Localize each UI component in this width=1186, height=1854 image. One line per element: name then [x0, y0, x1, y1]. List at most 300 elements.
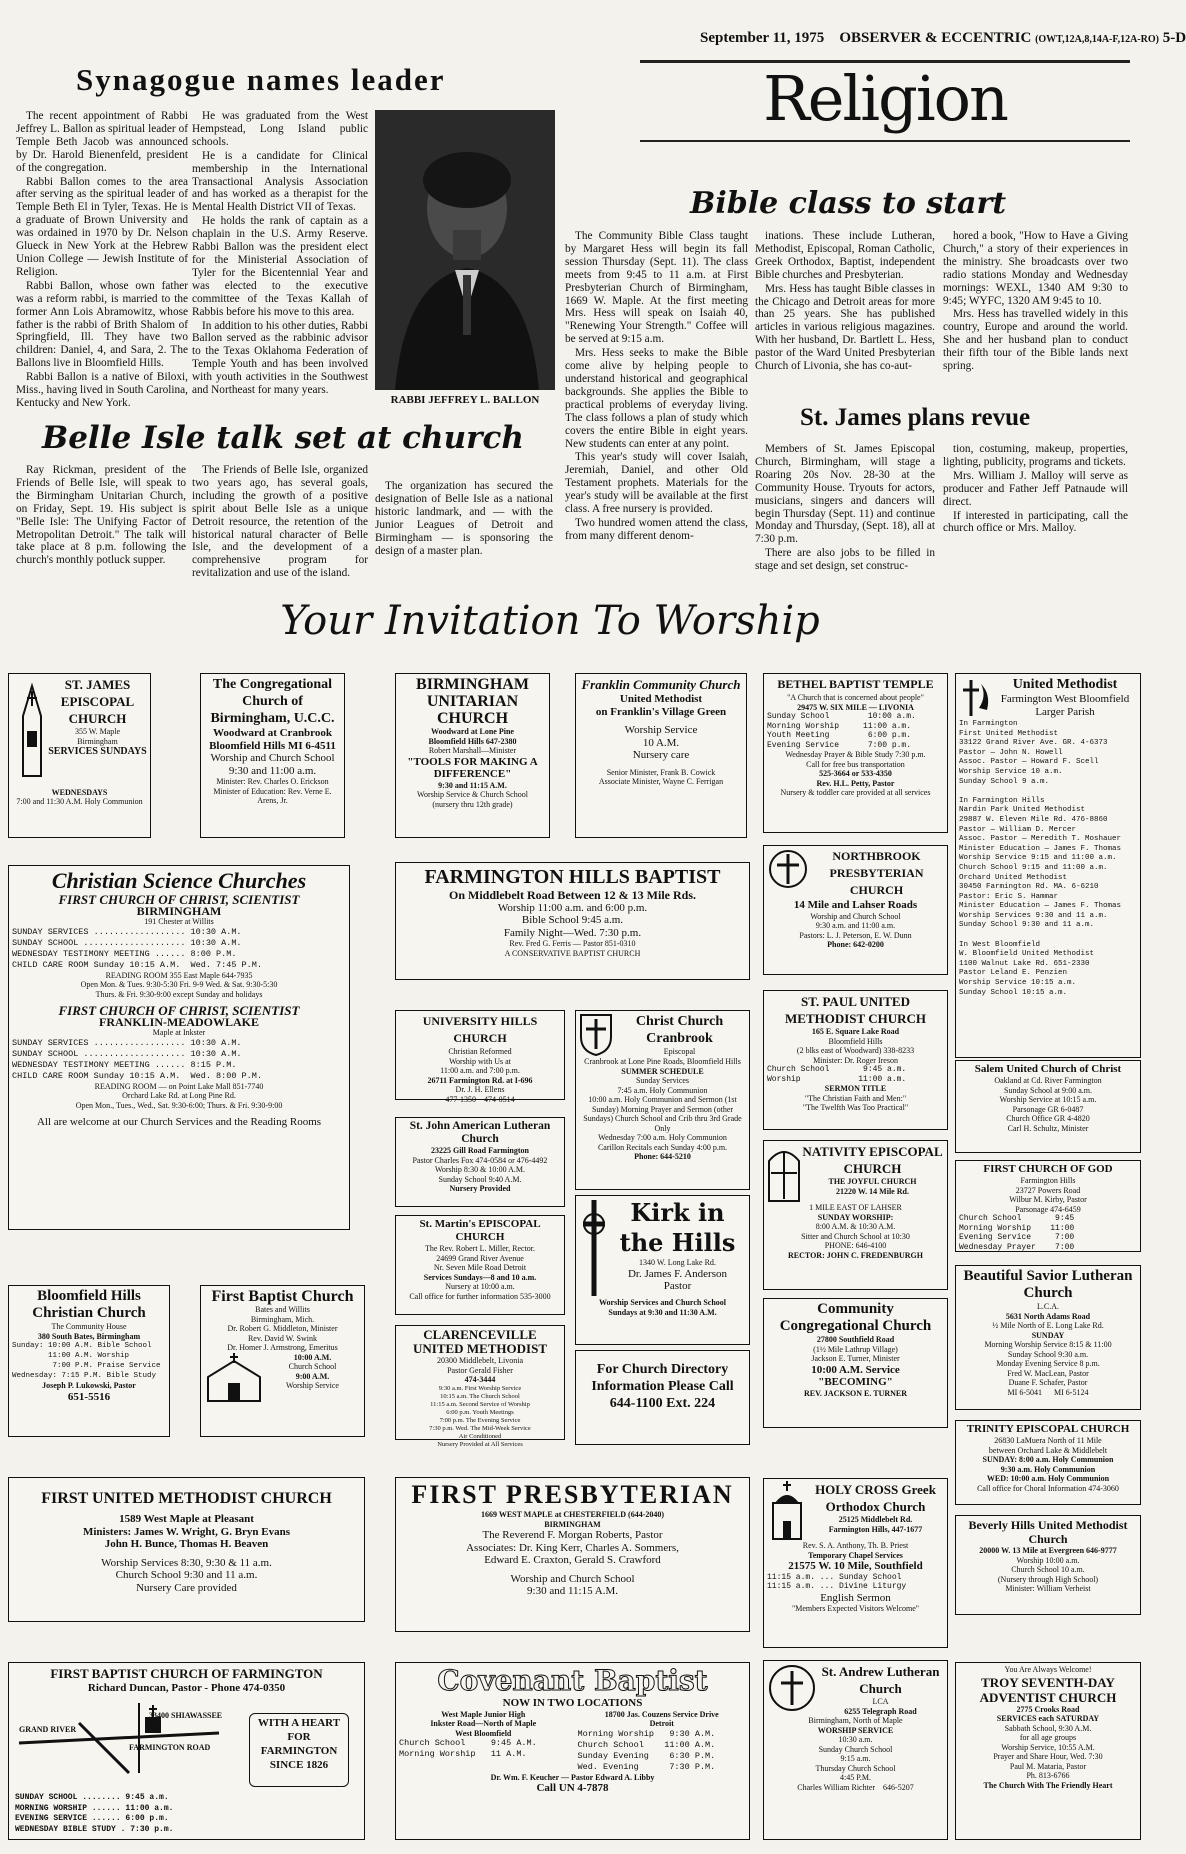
cs-open-2: Orchard Lake Rd. at Long Pine Rd.: [122, 1091, 236, 1100]
troy-age: for all age groups: [1019, 1733, 1077, 1742]
bethel-schedule: Sunday School 10:00 a.m. Morning Worship 11:00 a.m. Youth Meeting 6:00 p.m. Evening Service 7:00 p.m.: [767, 712, 916, 750]
holycross-city: Farmington Hills, 447-1677: [828, 1524, 923, 1534]
synagogue-p1: The recent appointment of Rabbi Jeffrey L. Ballon as spiritual leader of Temple Beth Jacob was announced by Dr. Harold Bienenfeld, president of the congregation.: [16, 110, 188, 174]
bethel-title: BETHEL BAPTIST TEMPLE: [777, 677, 934, 691]
andrew-worship: WORSHIP SERVICE: [817, 1725, 894, 1735]
martin-call: Call office for further information 535-3000: [409, 1291, 551, 1301]
kirk-worship: Worship Services and Church School: [599, 1298, 726, 1307]
ad-first-presbyterian: [395, 1477, 750, 1632]
ccc-service: 10:00 A.M. Service: [811, 1363, 900, 1376]
ad-northbrook: [763, 845, 948, 975]
ad-covenant-baptist: [395, 1662, 750, 1840]
stpaul-minister: Minister: Dr. Roger Ireson: [813, 1055, 898, 1065]
bethel-phone: 525-3664 or 533-4350: [819, 769, 892, 778]
fumc-worship: Worship Services 8:30, 9:30 & 11 a.m.: [101, 1556, 272, 1569]
cong-address: Woodward at Cranbrook: [213, 727, 332, 739]
cc-schedule: 7:45 a.m. Holy Communion 10:00 a.m. Holy Communion and Sermon (1st Sunday) Morning Prayer and Sermon (other Sundays) Church School and Crib thru 3rd Grade Only Wednesday 7:00 a.m. Holy Communion: [583, 1085, 742, 1142]
bsl-worship: Morning Worship Service 8:15 & 11:00: [984, 1340, 1112, 1349]
stjohn-title: St. John American Lutheran Church: [409, 1120, 551, 1145]
stjames-address: 355 W. Maple: [74, 727, 121, 736]
troy-prayer: Prayer and Share Hour, Wed. 7:30: [993, 1752, 1103, 1761]
stained-window-icon: [767, 1143, 801, 1203]
ad-trinity: [955, 1420, 1141, 1505]
cc-services: Sunday Services: [635, 1076, 690, 1085]
lutheran-seal-icon: [767, 1663, 817, 1713]
andrew-pastor-line: [767, 1783, 944, 1793]
james-column-1: [755, 443, 935, 573]
martin-nursery: Nursery at 10:00 a.m.: [445, 1282, 515, 1291]
uhc-doctor: Dr. J. H. Ellens: [455, 1085, 505, 1094]
ad-st-andrew: [763, 1660, 948, 1840]
uhc-hours: 11:00 a.m. and 7:00 p.m.: [440, 1066, 520, 1075]
ad-kirk: [575, 1195, 750, 1345]
bsl-pastor-1: Fred W. MacLean, Pastor: [1007, 1368, 1089, 1378]
andrew-lca: LCA: [872, 1697, 889, 1706]
fbc-title: First Baptist Church: [211, 1288, 354, 1305]
fbcf-address: 33400 SHIAWASSEE: [149, 1711, 223, 1720]
troy-worship: Worship Service, 10:55 A.M.: [1001, 1742, 1095, 1752]
ad-franklin: [575, 673, 747, 838]
bible-p2: Mrs. Hess seeks to make the Bible come alive by helping people to understand historical and geographical backgrounds. She applies the Bible to practical problems of everyday living. The class follows a plan of study which covers the entire Bible in eight years. New students can enter at any point.: [565, 347, 748, 450]
stjames-services: SERVICES SUNDAYS: [48, 746, 147, 757]
stjohn-worship: Worship 8:30 & 10:00 A.M.: [434, 1165, 526, 1174]
kirk-address: 1340 W. Long Lake Rd.: [639, 1258, 716, 1267]
synagogue-p8: In addition to his other duties, Rabbi Ballon served as the rabbinic advisor to the Texas Oklahoma Federation of Temple Youth and has been involved with youth activities in the Southwest and Northeast for many years.: [192, 319, 368, 397]
cs-schedule-2: SUNDAY SERVICES .................. 10:30 A.M. SUNDAY SCHOOL .................... 10:30 A.M. WEDNESDAY TESTIMONY MEETING ...... 8:15 P.M. CHILD CARE ROOM Sunday 10:15 A.M. Wed. 8:00 P.M.: [12, 1037, 262, 1081]
fbc-address: Bates and Willits: [255, 1305, 310, 1314]
fpc-city: BIRMINGHAM: [544, 1519, 601, 1529]
synagogue-p5: He was graduated from the West Hempstead, Long Island public schools.: [192, 110, 368, 148]
fcog-pastor: Wilbur M. Kirby, Pastor: [1009, 1195, 1087, 1204]
troy-title: TROY SEVENTH-DAY ADVENTIST CHURCH: [979, 1674, 1117, 1705]
rabbi-caption: RABBI JEFFREY L. BALLON: [390, 394, 540, 406]
ad-holy-cross: [763, 1478, 948, 1648]
troy-services: SERVICES each SATURDAY: [996, 1714, 1100, 1723]
covenant-columns: [399, 1710, 746, 1773]
nativity-east: 1 MILE EAST OF LAHSER: [809, 1203, 902, 1212]
orthodox-church-icon: [767, 1481, 807, 1541]
ad-bloomfield-christian: [8, 1285, 170, 1437]
fhb-pastor: Rev. Fred G. Ferris — Pastor 851-0310: [509, 939, 636, 948]
bible-column-1: [565, 230, 748, 570]
unit-minister: Robert Marshall—Minister: [428, 746, 517, 755]
holycross-priest: Rev. S. A. Anthony, Th. B. Priest: [802, 1541, 909, 1550]
cc-phone: Phone: 644-5210: [634, 1152, 691, 1161]
cs-title: Christian Science Churches: [51, 868, 307, 893]
fbcf-title: FIRST BAPTIST CHURCH OF FARMINGTON: [50, 1666, 323, 1681]
bible-p1: The Community Bible Class taught by Margaret Hess will begin its fall session Thursday (Sept. 11). The class meets from 9:45 to 11 a.m. at First Presbyterian Church of Birmingham, 1669 W. Maple. At the first meeting Mrs. Hess will speak on Isaiah 40, "Renewing Your Strength." Coffee will be served at 9:15 a.m.: [565, 230, 748, 346]
cong-city: Bloomfield Hills MI 6-4511: [209, 739, 336, 752]
belle-column-2: [192, 464, 368, 580]
cs-franklin: FRANKLIN-MEADOWLAKE: [98, 1014, 259, 1029]
bsl-directions: ½ Mile North of E. Long Lake Rd.: [992, 1321, 1104, 1330]
ad-st-martin: [395, 1215, 565, 1315]
bethel-nursery: Nursery & toddler care provided at all services: [780, 788, 931, 797]
cong-worship: Worship and Church School 9:30 and 11:00 a.m.: [210, 752, 335, 777]
martin-address: 24699 Grand River Avenue: [436, 1253, 524, 1263]
martin-near: Nr. Seven Mile Road Detroit: [433, 1263, 527, 1272]
celtic-cross-icon: [579, 1198, 609, 1298]
ad-st-john: [395, 1117, 565, 1207]
trinity-between: between Orchard Lake & Middlebelt: [988, 1445, 1108, 1455]
page-header: [700, 30, 1186, 50]
andrew-address: 6255 Telegraph Road: [844, 1706, 917, 1716]
header-page: 5-D: [1162, 30, 1186, 46]
franklin-green: on Franklin's Village Green: [595, 705, 727, 718]
andrew-title: St. Andrew Lutheran Church: [821, 1664, 940, 1696]
cc-title: Christ Church Cranbrook: [635, 1014, 724, 1046]
salem-schedule: Sunday School at 9:00 a.m. Worship Service at 10:15 a.m. Parsonage GR 6-0487 Church Office GR 4-4820 Carl H. Schultz, Minister: [999, 1085, 1097, 1133]
troy-friendly: The Church With The Friendly Heart: [983, 1780, 1113, 1790]
bible-p6: Mrs. Hess has taught Bible classes in the Chicago and Detroit areas for more than 25 years. She has published articles in various religious magazines. With her husband, Dr. Bartlett L. Hess, pastor of the Ward United Presbyterian Church of Livonia, she has co-aut-: [755, 282, 935, 373]
ad-christian-science: [8, 865, 350, 1230]
stjohn-pastor: Pastor Charles Fox 474-0584 or 476-4492: [412, 1155, 548, 1165]
belle-p3: The organization has secured the designation of Belle Isle as a national historic landmark, and — with the Junior Leagues of Detroit and Birmingham — is sponsoring the design of a master plan.: [375, 480, 553, 557]
ad-united-methodist: [955, 673, 1141, 1058]
troy-phone: Ph. 813-6766: [1026, 1771, 1070, 1780]
bible-p5: inations. These include Lutheran, Methodist, Episcopal, Roman Catholic, Greek Orthodox, Baptist, independent Bible churches and Presbyterian.: [755, 230, 935, 281]
synagogue-p3: Rabbi Ballon, whose own father was a reform rabbi, is married to the former Ann Lois Abramowitz, whose father is the rabbi of Brith Shalom of Springfield, Ill. They have two children: Daniel, 4, and Sara, 2. The Ballons live in Bloomfield Hills.: [16, 279, 188, 370]
ad-community-congregational: [763, 1298, 948, 1428]
martin-services: Services Sundays—8 and 10 a.m.: [423, 1272, 537, 1282]
fhb-conservative: A CONSERVATIVE BAPTIST CHURCH: [504, 948, 641, 958]
northbrook-title: NORTHBROOK PRESBYTERIAN CHURCH: [829, 849, 924, 897]
bhum-title: Beverly Hills United Methodist Church: [968, 1518, 1128, 1546]
cs-reading-1: READING ROOM 355 East Maple 644-7935: [105, 970, 253, 980]
cs-birmingham: BIRMINGHAM: [136, 903, 222, 918]
fbc-time-2: 9:00 A.M.: [295, 1371, 330, 1381]
cs-open-1: Open Mon. & Tues. 9:30-5:30 Fri. 9-9 Wed. & Sat. 9:30-5:30: [80, 980, 278, 989]
bethel-wed: Wednesday Prayer & Bible Study 7:30 p.m.: [785, 750, 926, 759]
ccc-rev: REV. JACKSON E. TURNER: [803, 1388, 908, 1398]
fbcf-road-2: GRAND RIVER: [19, 1725, 77, 1734]
ccc-title: Community Congregational Church: [779, 1301, 932, 1334]
bsl-phones: [959, 1388, 1137, 1398]
directory-phone: 644-1100 Ext. 224: [609, 1396, 716, 1411]
belle-headline: Belle Isle talk set at church: [42, 420, 524, 456]
ad-congregational: [200, 673, 345, 838]
bhcc-address: 380 South Bates, Birmingham: [37, 1331, 141, 1341]
bhcc-phone: 651-5516: [67, 1390, 111, 1403]
fhb-address: On Middlebelt Road Between 12 & 13 Mile Rds.: [449, 888, 696, 902]
ad-nativity: [763, 1140, 948, 1290]
fbc-minister-2: Rev. David W. Swink: [247, 1333, 318, 1343]
bhcc-schedule: Sunday: 10:00 A.M. Bible School 11:00 A.M. Worship 7:00 P.M. Praise Service Wednesday: 7:15 P.M. Bible Study: [12, 1342, 161, 1380]
stjames-city: Birmingham: [77, 736, 118, 746]
religion-rule-bottom: [640, 140, 1130, 142]
fbc-time-1: 10:00 A.M.: [293, 1352, 332, 1362]
ad-unitarian: [395, 673, 550, 838]
uhc-phone-1: 477-1350: [445, 1094, 476, 1104]
trinity-schedule: SUNDAY: 8:00 a.m. Holy Communion 9:30 a.m. Holy Communion WED: 10:00 a.m. Holy Communion: [982, 1455, 1114, 1483]
andrew-thursday: Thursday Church School: [815, 1763, 896, 1773]
kirk-hours: Sundays at 9:30 and 11:30 A.M.: [608, 1307, 717, 1317]
synagogue-column-1: [16, 110, 188, 415]
bethel-address: 29475 W. SIX MILE — LIVONIA: [797, 702, 914, 712]
stpaul-sermon-title: SERMON TITLE: [824, 1084, 887, 1093]
andrew-hour: 10:30 a.m.: [838, 1735, 873, 1744]
trinity-address: 26830 LaMuera North of 11 Mile: [994, 1436, 1102, 1445]
covenant-title: Covenant Baptist: [437, 1664, 708, 1697]
ccc-lathrup: (1½ Mile Lathrup Village): [813, 1344, 898, 1354]
bsl-phone-1: MI 6-5041: [1007, 1387, 1042, 1397]
bible-p7: hored a book, "How to Have a Giving Church," a story of their experiences in the ministry. She broadcasts over two radio stations Monday and Wednesday mornings: WEXL, 1340 AM 9:30 to 9:45; WYFC, 1320 AM 9:45 to 10.: [943, 230, 1128, 307]
bible-column-2: [755, 230, 935, 395]
directory-text: For Church Directory Information Please Call: [591, 1362, 734, 1394]
bethel-quote: "A Church that is concerned about people": [787, 693, 924, 702]
nativity-title: NATIVITY EPISCOPAL CHURCH: [802, 1144, 943, 1176]
stpaul-city: Bloomfield Hills: [828, 1036, 883, 1046]
unit-address: Woodward at Lone Pine: [431, 727, 514, 736]
andrew-city: Birmingham, North of Maple: [808, 1716, 903, 1725]
holycross-members: "Members Expected Visitors Welcome": [791, 1604, 920, 1613]
northbrook-worship: Worship and Church School: [810, 911, 901, 921]
synagogue-headline: Synagogue names leader: [76, 62, 446, 97]
ad-beverly-hills: [955, 1515, 1141, 1615]
clar-pastor: Pastor Gerald Fisher: [447, 1365, 513, 1375]
cc-summer: SUMMER SCHEDULE: [621, 1066, 704, 1076]
stpaul-title: ST. PAUL UNITED METHODIST CHURCH: [785, 994, 926, 1026]
covenant-detroit-address: 18700 Jas. Couzens Service Drive Detroit: [604, 1709, 719, 1728]
stpaul-directions: (2 blks east of Woodward) 338-8233: [796, 1046, 915, 1055]
covenant-west-schedule: Church School 9:45 A.M. Morning Worship 11 A.M.: [399, 1738, 537, 1759]
james-headline: St. James plans revue: [800, 404, 1031, 431]
clar-title: CLARENCEVILLE UNITED METHODIST: [413, 1327, 547, 1356]
stjames-wed: WEDNESDAYS: [51, 787, 108, 797]
fhb-bible: Bible School 9:45 a.m.: [521, 914, 624, 926]
unit-nursery: (nursery thru 12th grade): [432, 799, 513, 809]
james-p3: tion, costuming, makeup, properties, lighting, publicity, programs and tickets.: [943, 443, 1128, 468]
fumc-address: 1589 West Maple at Pleasant: [119, 1513, 254, 1525]
rabbi-portrait-image: [375, 110, 555, 390]
uhc-phone-2: 474-0514: [484, 1094, 515, 1104]
stpaul-sermon-2: "The Twelfth Was Too Practical": [802, 1103, 909, 1112]
fpc-associates-2: Edward E. Craxton, Gerald S. Crawford: [484, 1554, 661, 1566]
synagogue-p7: He holds the rank of captain as a chaplain in the U.S. Army Reserve. Rabbi Ballon was the president elect for the Ministerial Association of Tyler for the Bicentennial Year and was elected to the executive committee of the Texas Kallah of Rabbis before his move to this area.: [192, 215, 368, 318]
fpc-address: 1669 WEST MAPLE at CHESTERFIELD (644-2040): [480, 1510, 665, 1519]
fumc-title: FIRST UNITED METHODIST CHURCH: [41, 1490, 332, 1507]
northbrook-address: 14 Mile and Lahser Roads: [793, 899, 918, 911]
fhb-worship: Worship 11:00 a.m. and 6:00 p.m.: [497, 901, 648, 914]
franklin-denomination: United Methodist: [619, 693, 703, 705]
covenant-west: [399, 1710, 568, 1773]
cs-open-2b: Open Mon., Tues., Wed., Sat. 9:30-6:00; Thurs. & Fri. 9:30-9:00: [75, 1100, 283, 1110]
andrew-hour-3: 4:45 P.M.: [840, 1773, 871, 1782]
fpc-hours: 9:30 and 11:15 A.M.: [527, 1585, 618, 1597]
fumc-ministers-2: John H. Bunce, Thomas H. Beaven: [104, 1538, 269, 1550]
church-building-icon: [204, 1353, 264, 1403]
ccc-address: 27800 Southfield Road: [816, 1335, 895, 1344]
belle-p1: Ray Rickman, president of the Friends of Belle Isle, will speak to the Birmingham Unitarian Church, on Friday, Sept. 19. His subject is "Belle Isle: The Unifying Factor of Metropolitan Detroit." The talk will take place at 8 p.m. following the church's monthly potluck supper.: [16, 464, 186, 567]
fbc-minister-3: Dr. Homer J. Armstrong, Emeritus: [227, 1343, 338, 1352]
bsl-sunday: SUNDAY: [1031, 1330, 1065, 1340]
cong-title: The Congregational Church of Birmingham, U.C.C.: [210, 677, 335, 726]
northbrook-phone: Phone: 642-0200: [827, 940, 884, 949]
kirk-pastor: Pastor: [663, 1280, 692, 1292]
stjohn-address: 23225 Gill Road Farmington: [430, 1146, 529, 1155]
header-paper: OBSERVER & ECCENTRIC: [839, 30, 1032, 46]
fpc-title: FIRST PRESBYTERIAN: [411, 1480, 734, 1509]
covenant-pastor: Dr. Wm. F. Keucher — Pastor Edward A. Libby: [490, 1772, 655, 1782]
andrew-school: Sunday Church School: [818, 1744, 893, 1754]
fbcf-road-1: FARMINGTON ROAD: [129, 1743, 211, 1752]
james-p4: Mrs. William J. Malloy will serve as producer and Father Jeff Patnaude will direct.: [943, 469, 1128, 508]
ad-beautiful-savior: [955, 1265, 1141, 1410]
fbcf-heart-text: WITH A HEART FOR FARMINGTON SINCE 1826: [257, 1717, 341, 1771]
cs-church-1: FIRST CHURCH OF CHRIST, SCIENTIST: [58, 892, 300, 907]
holycross-address: 25125 Middlebelt Rd.: [838, 1515, 913, 1524]
james-column-2: [943, 443, 1128, 573]
ad-first-church-of-god: [955, 1160, 1141, 1252]
andrew-pastor: Charles William Richter: [797, 1782, 876, 1792]
um-subtitle: Farmington West Bloomfield Larger Parish: [1000, 693, 1130, 718]
ad-university-hills: [395, 1010, 565, 1104]
fhb-title: FARMINGTON HILLS BAPTIST: [424, 866, 721, 888]
troy-sabbath: Sabbath School, 9:30 A.M.: [1004, 1723, 1092, 1733]
fumc-nursery: Nursery Care provided: [136, 1581, 237, 1594]
franklin-senior: Senior Minister, Frank B. Cowick: [606, 767, 716, 777]
clar-schedule: 9:30 a.m. First Worship Service 10:15 a.m. The Church School 11:15 a.m. Second Service of Worship 6:00 p.m. Youth Meetings 7:00 p.m. The Evening Service 7:30 p.m. Wed. The Mid-Week Service Air Conditioned Nursery Provided at All Services: [429, 1384, 531, 1448]
stpaul-schedule: Church School 9:45 a.m. Worship 11:00 a.m.: [767, 1065, 907, 1084]
ad-first-baptist-farmington: [8, 1662, 365, 1840]
fbcf-schedule: SUNDAY SCHOOL ........ 9:45 a.m. MORNING WORSHIP ...... 11:00 a.m. EVENING SERVICE ...... 6:00 p.m. WEDNESDAY BIBLE STUDY . 7:30 p.m.: [15, 1793, 174, 1834]
salem-title: Salem United Church of Christ: [974, 1063, 1122, 1075]
uhc-phones: [399, 1095, 561, 1105]
cc-carillon: Carillon Recitals each Sunday 4:00 p.m.: [597, 1142, 728, 1152]
kirk-doctor: Dr. James F. Anderson: [627, 1267, 728, 1280]
bsl-pastor-2: Duane F. Schafer, Pastor: [1008, 1378, 1088, 1387]
andrew-phone: 646-5207: [883, 1782, 914, 1792]
andrew-hour-2: 9:15 a.m.: [840, 1754, 871, 1763]
franklin-worship: Worship Service: [624, 724, 698, 736]
ad-first-baptist: [200, 1285, 365, 1437]
cross-flame-icon: [961, 678, 991, 718]
covenant-locations: NOW IN TWO LOCATIONS: [502, 1697, 643, 1709]
troy-pastor: Paul M. Mataria, Pastor: [1009, 1761, 1087, 1771]
rabbi-photo: [375, 110, 555, 390]
franklin-associate: Associate Minister, Wayne C. Ferrigan: [598, 777, 724, 786]
um-title: United Methodist: [1012, 677, 1118, 692]
fcog-city: Farmington Hills: [1020, 1176, 1076, 1185]
bsl-school: Sunday School 9:30 a.m.: [1007, 1349, 1089, 1359]
ccc-sermon: "BECOMING": [818, 1376, 893, 1388]
header-date: September 11, 1975: [700, 30, 825, 46]
bethel-bus: Call for free bus transportation: [806, 759, 905, 769]
cc-episcopal: Episcopal: [663, 1047, 696, 1056]
uhc-reformed: Christian Reformed: [448, 1047, 512, 1056]
holycross-chapel-address: 21575 W. 10 Mile, Southfield: [788, 1560, 923, 1572]
ccc-minister: Jackson E. Turner, Minister: [811, 1354, 900, 1363]
nativity-joyful: THE JOYFUL CHURCH: [828, 1177, 917, 1186]
fumc-church-school: Church School 9:30 and 11 a.m.: [115, 1569, 258, 1581]
synagogue-p4: Rabbi Ballon is a native of Biloxi, Miss., having lived in South Carolina, Kentucky and New York.: [16, 371, 188, 409]
bible-p4: Two hundred women attend the class, from many different denom-: [565, 516, 748, 542]
unit-city: Bloomfield Hills 647-2380: [428, 736, 517, 746]
synagogue-p6: He is a candidate for Clinical membership in the International Transactional Analysis Association and has worked as a therapist for the Mental Health District VII of Texas.: [192, 149, 368, 214]
uhc-worship: Worship with Us at: [449, 1056, 511, 1066]
cc-address: Cranbrook at Lone Pine Roads, Bloomfield Hills: [584, 1057, 741, 1066]
bhcc-title: Bloomfield Hills Christian Church: [32, 1288, 146, 1321]
northbrook-hours: 9:30 a.m. and 11:00 a.m.: [815, 921, 896, 930]
stjohn-nursery: Nursery Provided: [449, 1184, 511, 1193]
bethel-pastor: Rev. H.L. Petty, Pastor: [816, 778, 895, 788]
franklin-nursery: Nursery care: [632, 749, 690, 761]
cross-circle-icon: [767, 848, 809, 890]
unit-sermon: "TOOLS FOR MAKING A DIFFERENCE": [407, 755, 538, 780]
fpc-pastor: The Reverend F. Morgan Roberts, Pastor: [482, 1529, 663, 1541]
covenant-detroit-schedule: Morning Worship 9:30 A.M. Church School 11:00 A.M. Sunday Evening 6:30 P.M. Wed. Evening 7:30 P.M.: [577, 1728, 716, 1772]
bible-p8: Mrs. Hess has travelled widely in this country, Europe and around the world. She and her husband plan to conduct their fifth tour of the Bible lands next spring.: [943, 308, 1128, 373]
stjohn-school: Sunday School 9:40 A.M.: [438, 1174, 522, 1184]
synagogue-p2: Rabbi Ballon comes to the area after serving as the spiritual leader of Temple Beth El in Tyler, Texas. He is a graduate of Brown University and was ordained in 1970 by Dr. Nelson Glueck in New York at the Hebrew Union College — Jewish Institute of Religion.: [16, 175, 188, 278]
bsl-phone-2: MI 6-5124: [1054, 1387, 1089, 1397]
cs-address-2: Maple at Inkster: [152, 1028, 206, 1037]
fbc-church-school: Church School: [288, 1362, 337, 1371]
belle-p2: The Friends of Belle Isle, organized two years ago, has several goals, including the growth of a positive spirit about Belle Isle as a unique Detroit resource, the retention of the historical natural character of Belle Isle, and the development of a comprehensive program for revitalization and use of the island.: [192, 464, 368, 580]
cs-open-1b: Thurs. & Fri. 9:30-9:00 except Sunday and holidays: [95, 989, 263, 999]
trinity-call: Call office for Choral Information 474-3060: [977, 1483, 1119, 1493]
header-edition: (OWT,12A,8,14A-F,12A-RO): [1035, 34, 1159, 45]
uhc-address: 26711 Farmington Rd. at I-696: [427, 1075, 533, 1085]
belle-column-3: [375, 480, 553, 580]
cs-welcome: All are welcome at our Church Services and the Reading Rooms: [36, 1116, 322, 1128]
bhcc-house: The Community House: [51, 1322, 127, 1331]
ad-first-united-methodist: [8, 1477, 365, 1622]
ad-bethel: [763, 673, 948, 833]
stjames-hours: 7:00 and 11:30 A.M. Holy Communion: [16, 797, 143, 806]
stpaul-address: 165 E. Square Lake Road: [811, 1027, 900, 1036]
bhum-address: 20000 W. 13 Mile at Evergreen 646-9777: [979, 1546, 1117, 1555]
nativity-school: Sitter and Church School at 10:30: [801, 1231, 910, 1241]
trinity-title: TRINITY EPISCOPAL CHURCH: [966, 1423, 1130, 1435]
cs-reading-2: READING ROOM — on Point Lake Mall 851-7740: [94, 1081, 264, 1091]
clar-address: 20300 Middlebelt, Livonia: [437, 1356, 523, 1365]
ad-directory: [575, 1350, 750, 1445]
holycross-schedule: 11:15 a.m. ... Sunday School 11:15 a.m. ... Divine Liturgy: [767, 1572, 907, 1591]
invitation-title: Your Invitation To Worship: [280, 598, 820, 644]
troy-address: 2775 Crooks Road: [1016, 1704, 1080, 1714]
nativity-rector: RECTOR: JOHN C. FREDENBURGH: [788, 1250, 923, 1260]
fbc-worship: Worship Service: [286, 1381, 339, 1390]
belle-column-1: [16, 464, 186, 574]
bible-headline: Bible class to start: [690, 186, 1007, 221]
holycross-sermon: English Sermon: [820, 1591, 891, 1604]
troy-welcome: You Are Always Welcome!: [1004, 1665, 1092, 1674]
cong-minister: Minister: Rev. Charles O. Erickson: [216, 777, 329, 786]
stjames-title: ST. JAMES EPISCOPAL CHURCH: [60, 677, 135, 726]
bible-p3: This year's study will cover Isaiah, Jeremiah, Daniel, and other Old Testament prophets. Materials for the year's study will be available at the first class. A free nursery is provided.: [565, 451, 748, 516]
fpc-associates: Associates: Dr. King Kerr, Charles A. Sommers,: [466, 1541, 679, 1554]
unit-title: BIRMINGHAM UNITARIAN CHURCH: [416, 676, 529, 727]
nativity-phone: PHONE: 646-4100: [824, 1241, 887, 1250]
fbcf-heart-badge: [249, 1713, 349, 1787]
franklin-title: Franklin Community Church: [581, 677, 741, 692]
nativity-hours: 8:00 A.M. & 10:30 A.M.: [815, 1222, 896, 1231]
unit-hours: 9:30 and 11:15 A.M.: [438, 780, 507, 790]
holycross-chapel: Temporary Chapel Services: [808, 1550, 903, 1560]
cong-education: Minister of Education: Rev. Verne E. Arens, Jr.: [213, 786, 332, 805]
kirk-title: Kirk in the Hills: [619, 1198, 736, 1257]
fcog-address: 23727 Powers Road: [1015, 1185, 1081, 1195]
ad-st-james: [8, 673, 151, 838]
cs-address-1: 191 Chester at Willits: [144, 917, 214, 926]
bsl-monday: Monday Evening Service 8 p.m.: [996, 1359, 1100, 1368]
ad-clarenceville: [395, 1325, 565, 1448]
fpc-worship: Worship and Church School: [510, 1572, 635, 1585]
cs-church-2: FIRST CHURCH OF CHRIST, SCIENTIST: [58, 1003, 300, 1018]
nativity-sunday: SUNDAY WORSHIP:: [817, 1212, 894, 1222]
ad-troy-adventist: [955, 1662, 1141, 1840]
